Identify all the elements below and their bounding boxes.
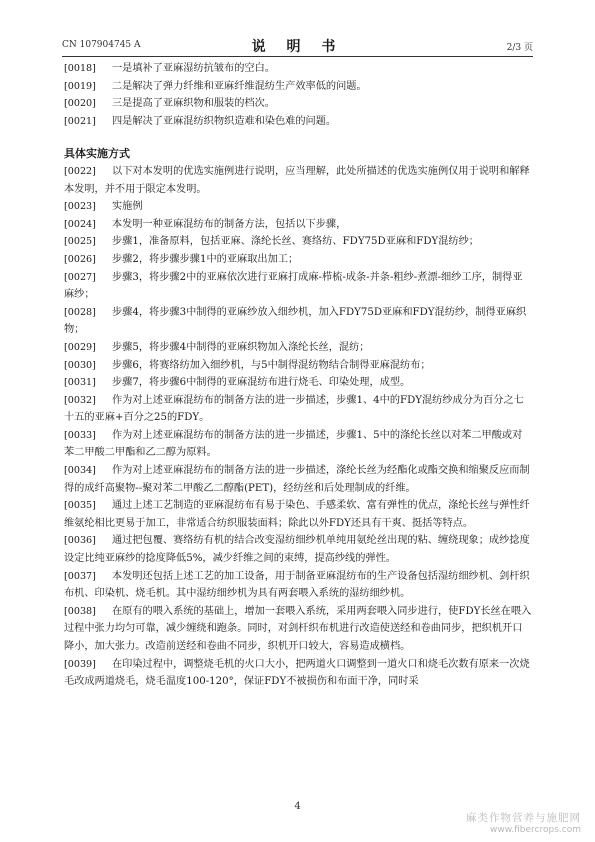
paragraph-text: 一是填补了亚麻湿纺抗皱布的空白。 bbox=[112, 63, 275, 74]
paragraph-number: [0039] bbox=[64, 658, 96, 670]
paragraph-0026 bbox=[64, 251, 532, 269]
paragraph-number: [0025] bbox=[64, 236, 96, 248]
paragraph-text: 三是提高了亚麻织物和服装的档次。 bbox=[112, 98, 275, 110]
paragraph-number: [0032] bbox=[64, 394, 96, 406]
paragraph-number: [0035] bbox=[64, 500, 96, 512]
paragraph-0031 bbox=[64, 374, 532, 392]
paragraph-text: 四是解决了亚麻混纺织物织造难和染色难的问题。 bbox=[112, 115, 337, 127]
paragraph-0028 bbox=[64, 304, 532, 339]
paragraph-text: 二是解决了弹力纤维和亚麻纤维混纺生产效率低的问题。 bbox=[112, 80, 367, 92]
paragraph-number: [0037] bbox=[64, 570, 96, 582]
paragraph-text: 步骤4，将步骤3中制得的亚麻纱放入细纱机，加入FDY75D亚麻和FDY混纺纱，制得亚麻织物； bbox=[64, 306, 527, 336]
paragraph-text: 步骤3，将步骤2中的亚麻依次进行亚麻打成麻-栉梳-成条-并条-粗纱-煮漂-细纱工序，制得亚麻纱； bbox=[64, 271, 523, 301]
paragraph-text: 在印染过程中，调整烧毛机的火口大小，把两道火口调整到一道火口和烧毛次数有原来一次烧毛改成两道烧毛，烧毛温度100-120°，保证FDY不被损伤和布面干净，同时采 bbox=[64, 658, 530, 688]
page-number: 4 bbox=[294, 801, 301, 812]
paragraph-number: [0019] bbox=[64, 80, 96, 92]
paragraph-number: [0024] bbox=[64, 218, 96, 230]
paragraph-text: 步骤7，将步骤6中制得的亚麻混纺布进行烧毛、印染处理，成型。 bbox=[112, 377, 411, 389]
page-info: 2/3 页 bbox=[506, 43, 533, 53]
paragraph-number: [0036] bbox=[64, 535, 96, 547]
paragraph-number: [0034] bbox=[64, 465, 96, 477]
paragraph-0022 bbox=[64, 163, 532, 198]
document-body bbox=[64, 60, 532, 691]
paragraph-0029 bbox=[64, 339, 532, 357]
paragraph-text: 在原有的喂入系统的基础上，增加一套喂入系统，采用两套喂入同步进行，使FDY长丝在喂入过程中张力均匀可靠，减少缠绕和跑条。同时，对剑杆织布机进行改造使送经和卷曲同步，把织机开口降小，加大张力。改造前送经和卷曲不同步，织机开口较大，容易造成横档。 bbox=[64, 605, 532, 652]
paragraph-0023 bbox=[64, 198, 532, 216]
paragraph-0027 bbox=[64, 269, 532, 304]
document-number: CN 107904745 A bbox=[62, 40, 141, 50]
paragraph-number: [0020] bbox=[64, 98, 96, 110]
paragraph-text: 作为对上述亚麻混纺布的制备方法的进一步描述，涤纶长丝为经酯化或酯交换和缩聚反应而制得的成纤高聚物--聚对苯二甲酸乙二醇酯(PET)，经纺丝和后处理制成的纤维。 bbox=[64, 465, 530, 494]
watermark bbox=[466, 812, 581, 836]
paragraph-text: 步骤6，将赛络纺加入细纱机，与5中制得混纺物结合制得亚麻混纺布； bbox=[112, 359, 431, 371]
paragraph-number: [0033] bbox=[64, 429, 96, 441]
paragraph-number: [0029] bbox=[64, 341, 96, 353]
paragraph-0038 bbox=[64, 603, 532, 656]
paragraph-0034 bbox=[64, 462, 532, 497]
paragraph-number: [0018] bbox=[64, 63, 96, 74]
paragraph-0021 bbox=[64, 113, 532, 131]
document-title: 说 明 书 bbox=[251, 39, 344, 55]
paragraph-text: 实施例 bbox=[112, 201, 143, 213]
page-header bbox=[62, 36, 533, 57]
watermark-site-name: 麻类作物营养与施肥网 bbox=[466, 812, 581, 824]
paragraph-text: 步骤1，准备原料，包括亚麻、涤纶长丝、赛络纺、FDY75D亚麻和FDY混纺纱； bbox=[112, 236, 479, 248]
paragraph-0032 bbox=[64, 392, 532, 427]
paragraph-text: 通过上述工艺制造的亚麻混纺布有易于染色、手感柔软、富有弹性的优点，涤纶长丝与弹性纤维氨纶相比更易于加工，非常适合纺织服装面料；除此以外FDY还具有干爽、挺括等特点。 bbox=[64, 500, 530, 529]
paragraph-0019 bbox=[64, 78, 532, 96]
section-heading: 具体实施方式 bbox=[64, 147, 130, 161]
paragraph-number: [0021] bbox=[64, 115, 96, 127]
paragraph-number: [0026] bbox=[64, 253, 96, 265]
paragraph-text: 步骤2，将步骤步骤1中的亚麻取出加工； bbox=[112, 253, 299, 265]
paragraph-0035 bbox=[64, 497, 532, 532]
paragraph-0037 bbox=[64, 568, 532, 603]
paragraph-number: [0022] bbox=[64, 165, 96, 177]
paragraph-number: [0027] bbox=[64, 271, 96, 283]
paragraph-text: 作为对上述亚麻混纺布的制备方法的进一步描述，步骤1、4中的FDY混纺纱成分为百分之七十五的亚麻+百分之25的FDY。 bbox=[64, 394, 524, 424]
paragraph-0033 bbox=[64, 427, 532, 462]
paragraph-text: 以下对本发明的优选实施例进行说明，应当理解，此处所描述的优选实施例仅用于说明和解释本发明，并不用于限定本发明。 bbox=[64, 165, 530, 195]
paragraph-0039 bbox=[64, 656, 532, 691]
paragraph-0025 bbox=[64, 233, 532, 251]
paragraph-text: 步骤5，将步骤4中制得的亚麻织物加入涤纶长丝，混纺； bbox=[112, 341, 370, 353]
paragraph-text: 通过把包覆、赛络纺有机的结合改变湿纺细纱机单纯用氨纶丝出现的粘、缠绕现象；成纱捻度设定比纯亚麻纱的捻度降低5%，减少纤维之间的束缚，提高纱线的弹性。 bbox=[64, 535, 530, 565]
paragraph-number: [0031] bbox=[64, 377, 96, 389]
paragraph-number: [0028] bbox=[64, 306, 96, 318]
paragraph-0024 bbox=[64, 216, 532, 234]
paragraph-0036 bbox=[64, 532, 532, 567]
paragraph-number: [0023] bbox=[64, 201, 96, 213]
watermark-url: www.fibercrops.com bbox=[490, 825, 581, 835]
paragraph-number: [0038] bbox=[64, 605, 96, 617]
paragraph-0020 bbox=[64, 95, 532, 113]
paragraph-text: 作为对上述亚麻混纺布的制备方法的进一步描述，步骤1、5中的涤纶长丝以对苯二甲酸或对苯二甲酸二甲酯和乙二醇为原料。 bbox=[64, 429, 523, 459]
paragraph-0030 bbox=[64, 357, 532, 375]
paragraph-text: 本发明还包括上述工艺的加工设备，用于制备亚麻混纺布的生产设备包括湿纺细纱机、剑杆织布机、印染机、烧毛机。其中湿纺细纱机为具有两套喂入系统的湿纺细纱机。 bbox=[64, 570, 530, 600]
paragraph-number: [0030] bbox=[64, 359, 96, 371]
paragraph-text: 本发明一种亚麻混纺布的制备方法，包括以下步骤， bbox=[112, 218, 347, 230]
paragraph-0018 bbox=[64, 60, 532, 78]
